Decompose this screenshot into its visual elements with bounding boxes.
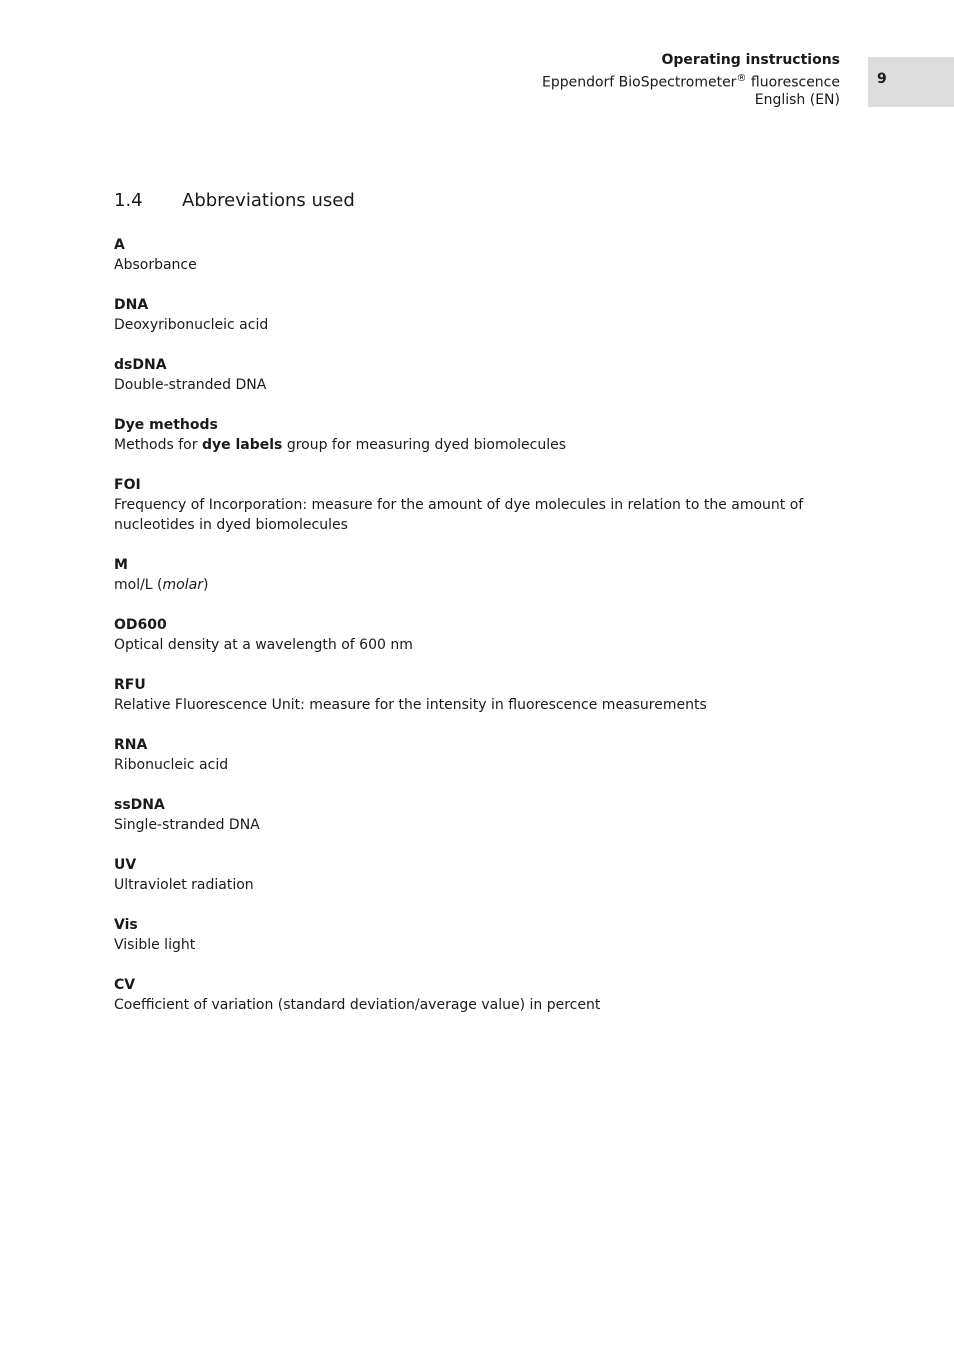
abbreviation-definition: Methods for dye labels group for measuring dyed biomolecules <box>114 437 567 453</box>
abbreviation-definition: Double-stranded DNA <box>114 377 267 393</box>
page-number-tab <box>868 57 954 107</box>
abbreviation-term: Vis <box>114 917 138 933</box>
abbreviation-entry <box>114 355 804 395</box>
abbreviation-term: CV <box>114 977 136 993</box>
page-number: 9 <box>877 71 887 87</box>
product-name: Eppendorf BioSpectrometer® fluorescence <box>541 72 840 91</box>
abbreviation-entry <box>114 855 804 895</box>
abbreviation-term: M <box>114 557 128 573</box>
abbreviation-entry <box>114 915 804 955</box>
abbreviation-entry <box>114 615 804 655</box>
abbreviation-entry <box>114 295 804 335</box>
abbreviation-term: Dye methods <box>114 417 218 433</box>
abbreviation-definition: Single-stranded DNA <box>114 817 260 833</box>
abbreviation-list <box>114 235 804 1035</box>
section-title: Abbreviations used <box>182 190 355 211</box>
abbreviation-definition: Optical density at a wavelength of 600 nm <box>114 637 413 653</box>
abbreviation-entry <box>114 795 804 835</box>
abbreviation-term: ssDNA <box>114 797 165 813</box>
abbreviation-entry <box>114 675 804 715</box>
group-name: dye labels <box>201 437 283 453</box>
abbreviation-entry <box>114 555 804 595</box>
abbreviation-definition: Absorbance <box>114 257 197 273</box>
abbreviation-definition: Ribonucleic acid <box>114 757 229 773</box>
abbreviation-entry <box>114 975 804 1015</box>
abbreviation-entry <box>114 475 804 535</box>
abbreviation-definition: Ultraviolet radiation <box>114 877 254 893</box>
abbreviation-entry <box>114 235 804 275</box>
abbreviation-definition: Frequency of Incorporation: measure for the amount of dye molecules in relation to the amount of nucleotides in dyed biomolecules <box>114 497 804 533</box>
language-label: English (EN) <box>754 91 840 108</box>
abbreviation-term: RFU <box>114 677 146 693</box>
abbreviation-entry <box>114 735 804 775</box>
document-type: Operating instructions <box>661 52 840 68</box>
abbreviation-definition: mol/L (molar) <box>114 577 209 593</box>
section-heading <box>114 190 355 212</box>
abbreviation-term: A <box>114 237 125 253</box>
page-header <box>542 52 840 109</box>
abbreviation-definition: Relative Fluorescence Unit: measure for the intensity in fluorescence measurements <box>114 697 707 713</box>
abbreviation-definition: Visible light <box>114 937 196 953</box>
abbreviation-term: UV <box>114 857 137 873</box>
abbreviation-term: FOI <box>114 477 141 493</box>
section-number: 1.4 <box>114 190 143 211</box>
abbreviation-term: dsDNA <box>114 357 167 373</box>
abbreviation-term: DNA <box>114 297 149 313</box>
abbreviation-term: OD600 <box>114 617 167 633</box>
abbreviation-definition: Coefficient of variation (standard deviation/average value) in percent <box>114 997 601 1013</box>
abbreviation-definition: Deoxyribonucleic acid <box>114 317 269 333</box>
abbreviation-term: RNA <box>114 737 148 753</box>
abbreviation-entry <box>114 415 804 455</box>
